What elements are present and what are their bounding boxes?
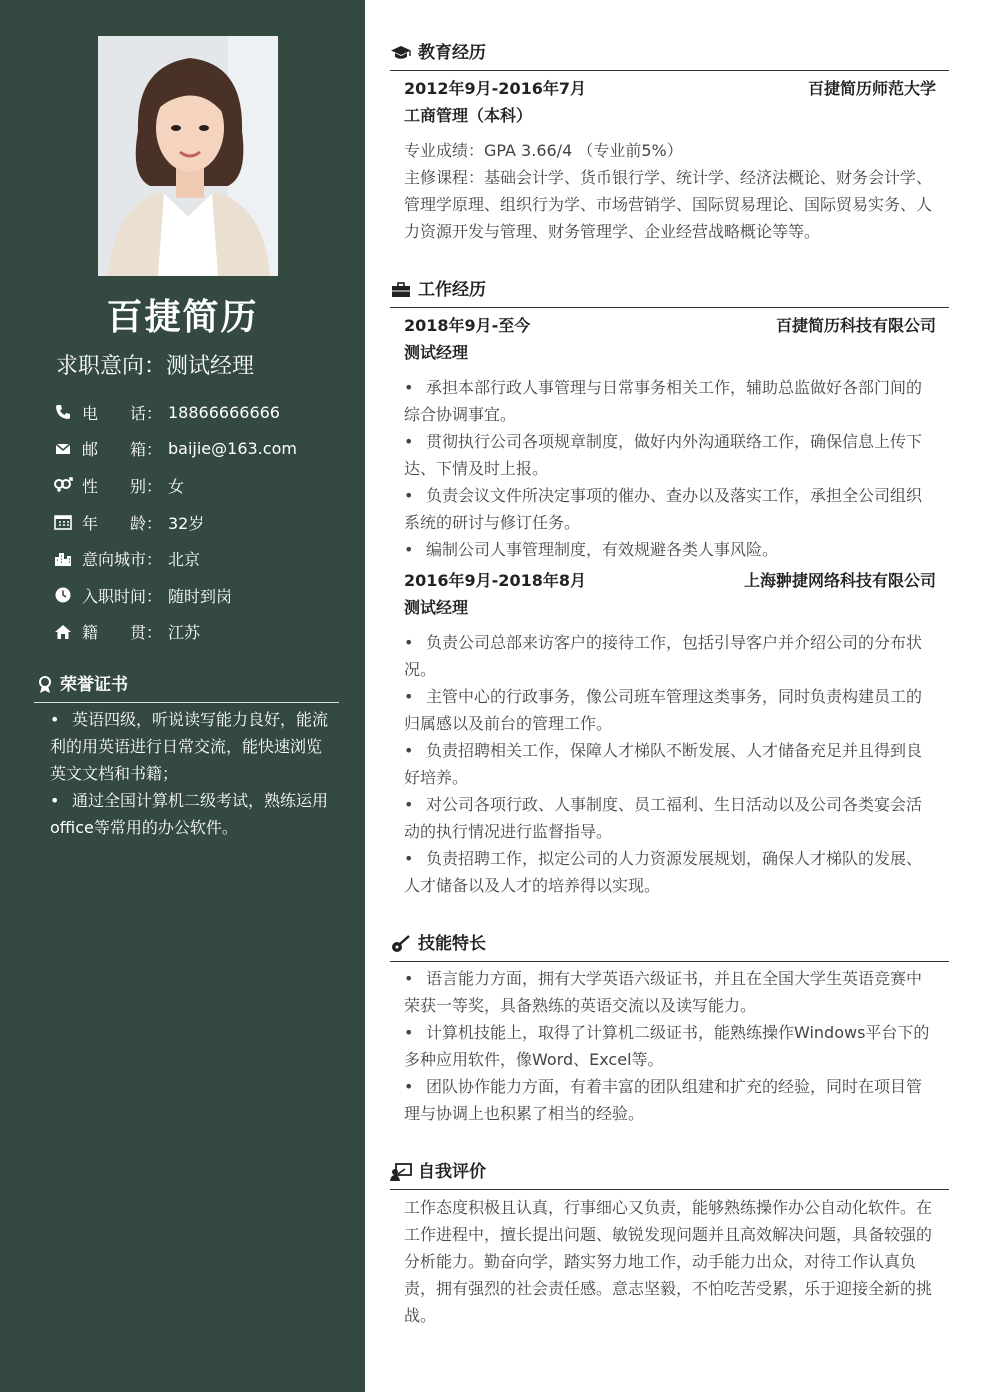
duty-text: 负责招聘工作，拟定公司的人力资源发展规划，确保人才梯队的发展、人才储备以及人才的培养得以实现。 xyxy=(404,849,923,895)
duty-text: 对公司各项行政、人事制度、员工福利、生日活动以及公司各类宴会活动的执行情况进行监督指导。 xyxy=(404,795,923,841)
education-gpa: 专业成绩：GPA 3.66/4 （专业前5%） xyxy=(404,141,683,160)
honor-text: 通过全国计算机二级考试，熟练运用office等常用的办公软件。 xyxy=(50,791,329,837)
info-label: 意向城市： xyxy=(82,550,163,570)
list-item xyxy=(404,629,936,683)
info-value: 32岁 xyxy=(168,513,205,533)
job-company: 上海翀捷网络科技有限公司 xyxy=(743,571,936,590)
education-major: 工商管理（本科） xyxy=(404,106,533,125)
honor-text: 英语四级，听说读写能力良好，能流利的用英语进行日常交流，能快速浏览英文文档和书籍； xyxy=(50,710,329,783)
bullet: • xyxy=(404,540,414,559)
profile-photo xyxy=(98,36,278,276)
bullet: • xyxy=(404,1077,414,1096)
honors-divider xyxy=(34,702,339,703)
info-row-hometown xyxy=(52,614,352,651)
bullet: • xyxy=(404,378,414,397)
job-period: 2018年9月-至今 xyxy=(404,316,531,335)
home-icon xyxy=(52,623,74,641)
work-divider xyxy=(390,307,949,308)
job-role: 测试经理 xyxy=(404,343,469,362)
job-head xyxy=(404,567,936,594)
self-eval-divider xyxy=(390,1189,949,1190)
info-value: baijie@163.com xyxy=(168,439,297,459)
info-label: 籍 贯： xyxy=(82,623,163,643)
education-title-text: 教育经历 xyxy=(418,43,486,63)
skill-text: 语言能力方面，拥有大学英语六级证书，并且在全国大学生英语竞赛中荣获一等奖，具备熟练的英语交流以及读写能力。 xyxy=(404,969,923,1015)
info-row-gender xyxy=(52,467,352,504)
list-item xyxy=(404,536,936,563)
self-eval-block xyxy=(404,1194,936,1329)
skills-block xyxy=(404,965,936,1127)
job-role: 测试经理 xyxy=(404,598,469,617)
bullet: • xyxy=(404,795,414,814)
skills-divider xyxy=(390,961,949,962)
list-item xyxy=(404,683,936,737)
job-block-2 xyxy=(404,567,936,899)
bullet: • xyxy=(404,432,414,451)
honors-section-title xyxy=(34,672,128,698)
duty-text: 主管中心的行政事务，像公司班车管理这类事务，同时负责构建员工的归属感以及前台的管理工作。 xyxy=(404,687,923,733)
skills-section-title xyxy=(390,931,486,957)
skills-title-text: 技能特长 xyxy=(418,934,486,954)
job-head xyxy=(404,312,936,339)
bullet: • xyxy=(404,1023,414,1042)
bullet: • xyxy=(50,791,60,810)
education-section-title xyxy=(390,40,486,66)
work-section-title xyxy=(390,277,486,303)
list-item xyxy=(404,791,936,845)
honors-title-text: 荣誉证书 xyxy=(60,675,128,695)
phone-icon xyxy=(52,403,74,421)
job-duties xyxy=(404,629,936,899)
sidebar xyxy=(0,0,365,1392)
honors-list xyxy=(50,706,332,841)
bullet: • xyxy=(50,710,60,729)
info-value: 北京 xyxy=(168,550,201,570)
list-item xyxy=(404,965,936,1019)
info-row-city xyxy=(52,540,352,577)
skills-list xyxy=(404,965,936,1127)
duty-text: 编制公司人事管理制度，有效规避各类人事风险。 xyxy=(426,540,779,559)
info-value: 18866666666 xyxy=(168,402,280,422)
presenter-icon xyxy=(390,1163,412,1181)
award-icon xyxy=(34,676,56,694)
bullet: • xyxy=(404,486,414,505)
education-head xyxy=(404,75,936,102)
info-value: 女 xyxy=(168,476,185,496)
list-item xyxy=(404,1073,936,1127)
guitar-icon xyxy=(390,935,412,953)
skill-text: 计算机技能上，取得了计算机二级证书，能熟练操作Windows平台下的多种应用软件，像Word、Excel等。 xyxy=(404,1023,930,1069)
info-row-age xyxy=(52,504,352,541)
education-block xyxy=(404,75,936,245)
list-item xyxy=(404,374,936,428)
job-intent: 求职意向：测试经理 xyxy=(56,354,255,379)
education-divider xyxy=(390,70,949,71)
self-eval-title-text: 自我评价 xyxy=(418,1162,486,1182)
clock-icon xyxy=(52,586,74,604)
education-courses: 主修课程：基础会计学、货币银行学、统计学、经济法概论、财务会计学、管理学原理、组织行为学、市场营销学、国际贸易理论、国际贸易实务、人力资源开发与管理、财务管理学、企业经营战略概论等等。 xyxy=(404,168,933,241)
info-label: 性 别： xyxy=(82,476,163,496)
info-label: 年 龄： xyxy=(82,513,163,533)
list-item xyxy=(50,787,332,841)
duty-text: 贯彻执行公司各项规章制度，做好内外沟通联络工作，确保信息上传下达、下情及时上报。 xyxy=(404,432,923,478)
info-row-email xyxy=(52,431,352,468)
education-period: 2012年9月-2016年7月 xyxy=(404,79,586,98)
job-period: 2016年9月-2018年8月 xyxy=(404,571,586,590)
info-label: 入职时间： xyxy=(82,586,163,606)
bullet: • xyxy=(404,849,414,868)
gender-icon xyxy=(52,476,74,494)
education-school: 百捷简历师范大学 xyxy=(807,79,936,98)
info-value: 随时到岗 xyxy=(168,586,233,606)
city-icon xyxy=(52,550,74,568)
info-row-phone xyxy=(52,394,352,431)
duty-text: 负责会议文件所决定事项的催办、查办以及落实工作，承担全公司组织系统的研讨与修订任务。 xyxy=(404,486,923,532)
list-item xyxy=(404,1019,936,1073)
candidate-name: 百捷简历 xyxy=(106,297,259,338)
skill-text: 团队协作能力方面，有着丰富的团队组建和扩充的经验，同时在项目管理与协调上也积累了相当的经验。 xyxy=(404,1077,923,1123)
list-item xyxy=(404,845,936,899)
work-title-text: 工作经历 xyxy=(418,280,486,300)
duty-text: 承担本部行政人事管理与日常事务相关工作，辅助总监做好各部门间的综合协调事宜。 xyxy=(404,378,923,424)
self-eval-section-title xyxy=(390,1159,486,1185)
bullet: • xyxy=(404,633,414,652)
info-label: 邮 箱： xyxy=(82,440,163,460)
bullet: • xyxy=(404,687,414,706)
job-company: 百捷简历科技有限公司 xyxy=(775,316,936,335)
self-eval-text: 工作态度积极且认真，行事细心又负责，能够熟练操作办公自动化软件。在工作进程中，擅长提出问题、敏锐发现问题并且高效解决问题，具备较强的分析能力。勤奋向学，踏实努力地工作，动手能力出众，对待工作认真负责，拥有强烈的社会责任感。意志坚毅，不怕吃苦受累，乐于迎接全新的挑战。 xyxy=(404,1198,933,1325)
list-item xyxy=(404,428,936,482)
contact-info-list xyxy=(52,394,352,650)
job-duties xyxy=(404,374,936,563)
briefcase-icon xyxy=(390,281,412,299)
graduation-cap-icon xyxy=(390,44,412,62)
bullet: • xyxy=(404,741,414,760)
info-value: 江苏 xyxy=(168,623,201,643)
list-item xyxy=(404,737,936,791)
list-item xyxy=(404,482,936,536)
list-item xyxy=(50,706,332,787)
job-block-1 xyxy=(404,312,936,563)
duty-text: 负责公司总部来访客户的接待工作，包括引导客户并介绍公司的分布状况。 xyxy=(404,633,923,679)
bullet: • xyxy=(404,969,414,988)
mail-icon xyxy=(52,440,74,458)
info-label: 电 话： xyxy=(82,403,163,423)
calendar-icon xyxy=(52,513,74,531)
duty-text: 负责招聘相关工作，保障人才梯队不断发展、人才储备充足并且得到良好培养。 xyxy=(404,741,923,787)
info-row-join-time xyxy=(52,577,352,614)
